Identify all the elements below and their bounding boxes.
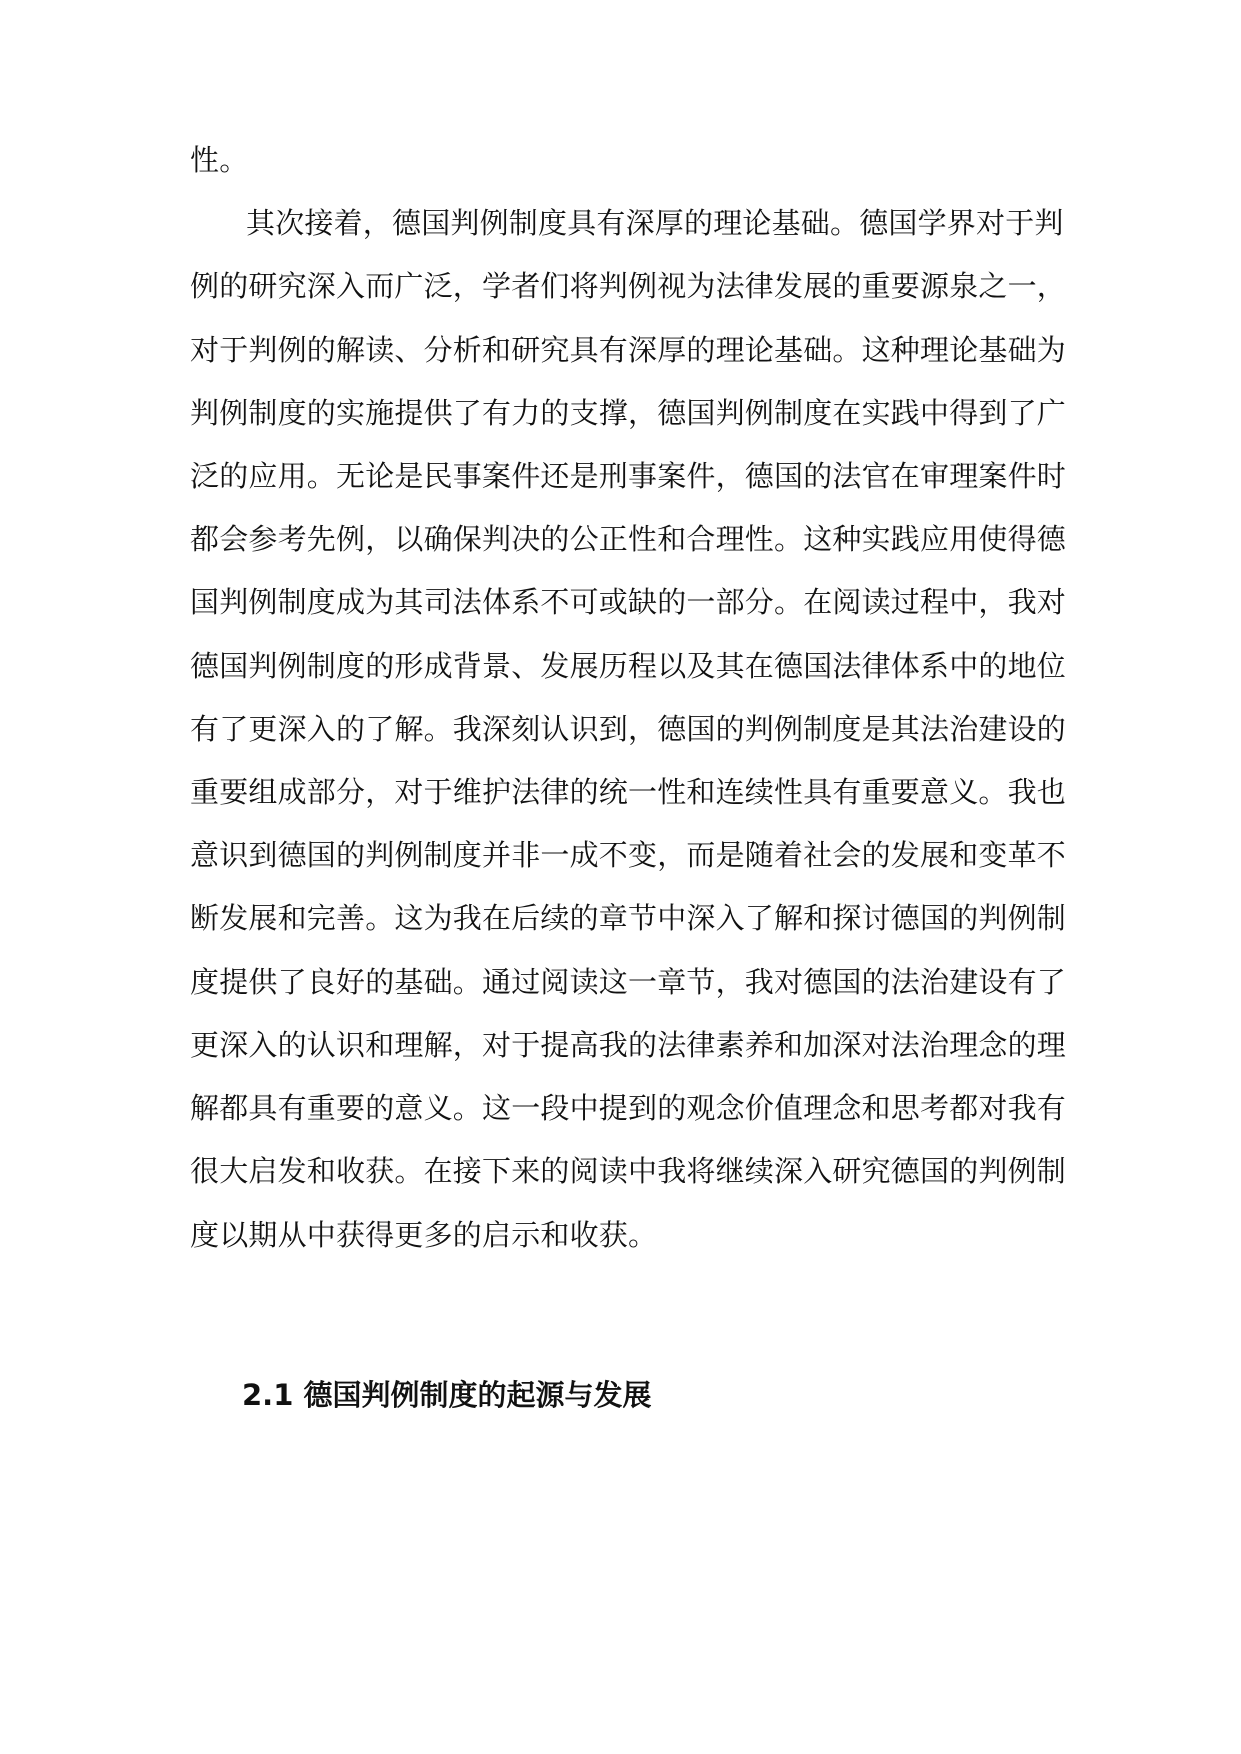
text-line: 例的研究深入而广泛，学者们将判例视为法律发展的重要源泉之一， <box>190 269 1067 303</box>
text-line: 都会参考先例，以确保判决的公正性和合理性。这种实践应用使得德 <box>190 522 1067 556</box>
text-line: 德国判例制度的形成背景、发展历程以及其在德国法律体系中的地位 <box>190 649 1067 683</box>
text-line: 度以期从中获得更多的启示和收获。 <box>190 1218 658 1252</box>
section-heading: 2.1 德国判例制度的起源与发展 <box>242 1378 652 1412</box>
text-line: 意识到德国的判例制度并非一成不变，而是随着社会的发展和变革不 <box>190 838 1067 872</box>
text-line: 很大启发和收获。在接下来的阅读中我将继续深入研究德国的判例制 <box>190 1154 1067 1188</box>
text-line: 国判例制度成为其司法体系不可或缺的一部分。在阅读过程中，我对 <box>190 585 1067 619</box>
text-line: 泛的应用。无论是民事案件还是刑事案件，德国的法官在审理案件时 <box>190 459 1067 493</box>
text-line: 有了更深入的了解。我深刻认识到，德国的判例制度是其法治建设的 <box>190 712 1067 746</box>
text-line: 度提供了良好的基础。通过阅读这一章节，我对德国的法治建设有了 <box>190 965 1067 999</box>
text-line: 解都具有重要的意义。这一段中提到的观念价值理念和思考都对我有 <box>190 1091 1067 1125</box>
paragraph-first-line: 其次接着，德国判例制度具有深厚的理论基础。德国学界对于判 <box>246 206 1064 240</box>
text-line: 重要组成部分，对于维护法律的统一性和连续性具有重要意义。我也 <box>190 775 1067 809</box>
text-line: 判例制度的实施提供了有力的支撑，德国判例制度在实践中得到了广 <box>190 396 1067 430</box>
text-line: 断发展和完善。这为我在后续的章节中深入了解和探讨德国的判例制 <box>190 901 1067 935</box>
text-line: 性。 <box>190 143 249 177</box>
text-line: 更深入的认识和理解，对于提高我的法律素养和加深对法治理念的理 <box>190 1028 1067 1062</box>
text-line: 对于判例的解读、分析和研究具有深厚的理论基础。这种理论基础为 <box>190 333 1067 367</box>
